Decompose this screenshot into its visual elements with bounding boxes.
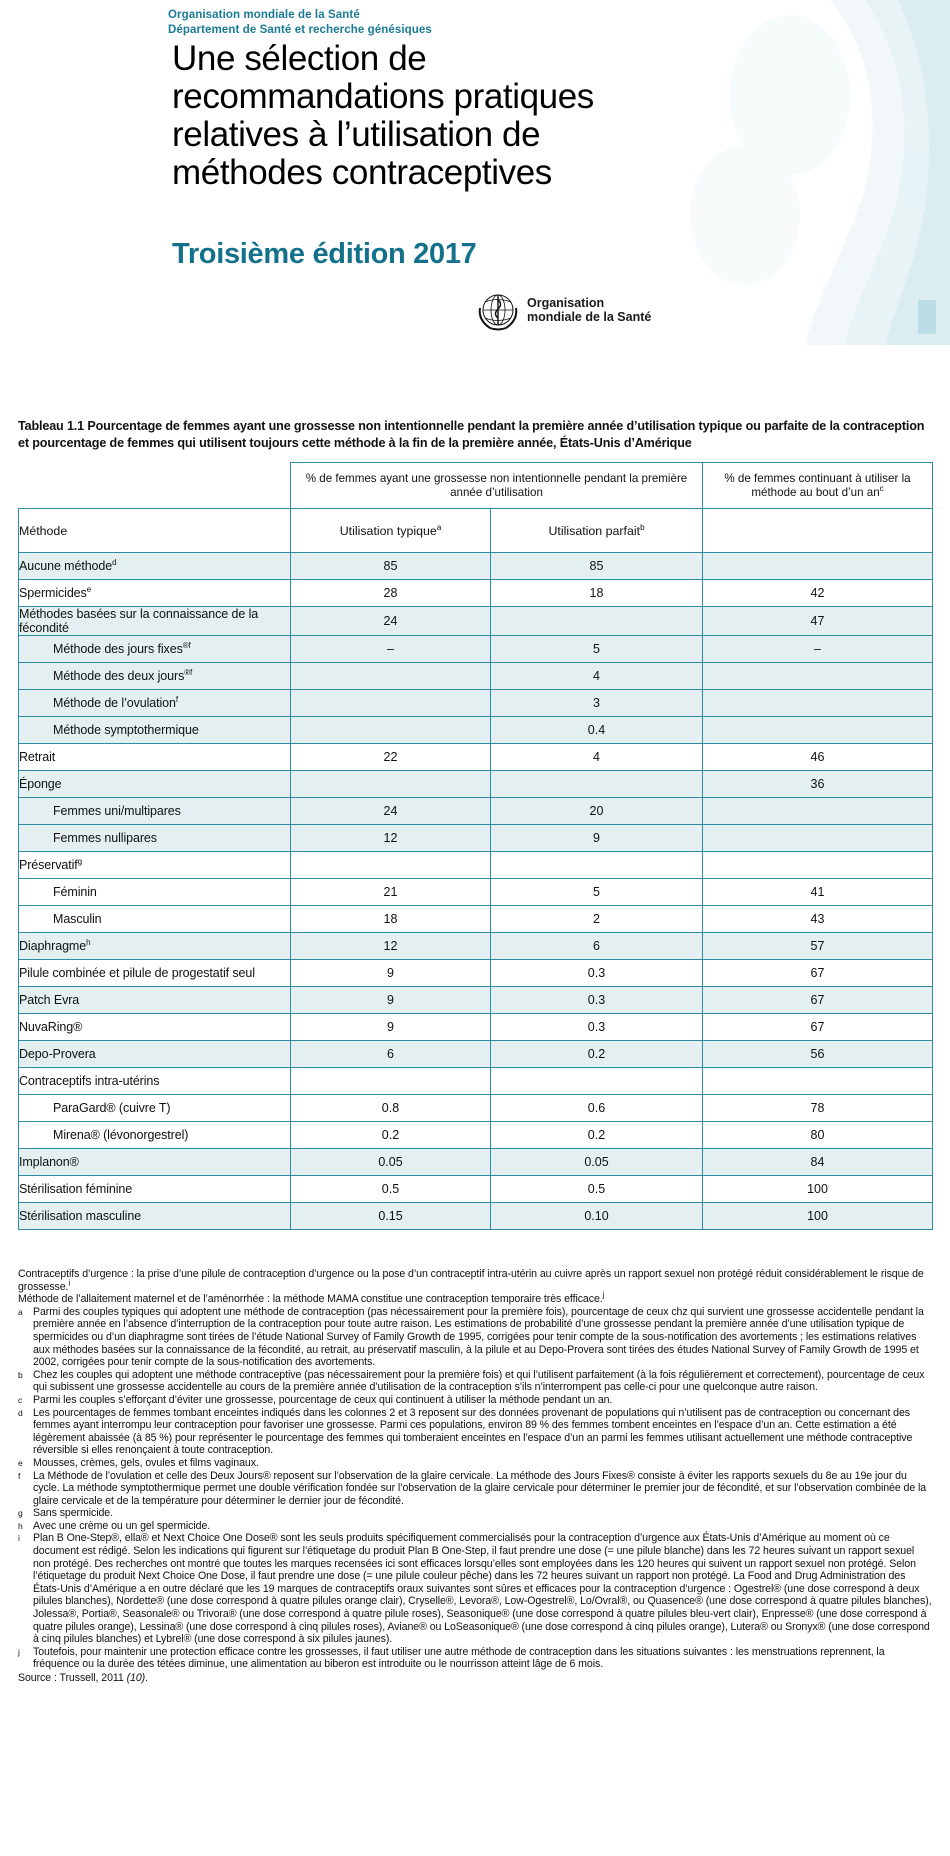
table-row bbox=[19, 879, 933, 906]
cell-perfect-use: 6 bbox=[491, 933, 703, 960]
cell-method-superscript: ®f bbox=[182, 640, 191, 650]
cell-method-label: Femmes nullipares bbox=[53, 831, 157, 845]
cell-method bbox=[19, 663, 291, 690]
page-title: Une sélection de recommandations pratiques relatives à l’utilisation de méthodes contraceptives bbox=[172, 39, 594, 192]
cell-typical-use: 22 bbox=[291, 744, 491, 771]
table-header-row-columns bbox=[19, 509, 933, 553]
cell-perfect-use: 0.2 bbox=[491, 1122, 703, 1149]
cell-continuing-use bbox=[703, 1068, 933, 1095]
footnote-marker: a bbox=[18, 1306, 23, 1317]
table-row bbox=[19, 1068, 933, 1095]
cell-continuing-use: 56 bbox=[703, 1041, 933, 1068]
cell-continuing-use bbox=[703, 798, 933, 825]
table-row bbox=[19, 690, 933, 717]
cell-method bbox=[19, 744, 291, 771]
table-row bbox=[19, 663, 933, 690]
table-caption: Tableau 1.1 Pourcentage de femmes ayant une grossesse non intentionnelle pendant la première année d’utilisation typique ou parfaite de la contraception et pourcentage de femmes qui utilisent toujours cette méthode à la fin de la première année, États-Unis d’Amérique bbox=[18, 419, 925, 450]
footnote-item bbox=[18, 1306, 932, 1369]
source-period: . bbox=[145, 1672, 149, 1684]
cell-typical-use bbox=[291, 717, 491, 744]
cell-typical-use: 12 bbox=[291, 933, 491, 960]
cell-method bbox=[19, 1203, 291, 1230]
cell-continuing-use bbox=[703, 825, 933, 852]
cell-method bbox=[19, 607, 291, 636]
footnote-text: La Méthode de l’ovulation et celle des Deux Jours® reposent sur l’observation de la glaire cervicale. La méthode des Jours Fixes® consiste à éviter les rapports sexuels du 8e au 19e jour du cycle. La méthode symptothermique permet une double vérification fondée sur l’observation de la glaire cervicale pour déterminer le premier jour de fécondité, et sur l’observation combinée de la glaire cervicale et de la température pour déterminer le dernier jour de fécondité. bbox=[33, 1469, 927, 1507]
cell-method-label: Diaphragme bbox=[19, 939, 87, 953]
who-logo-text bbox=[527, 296, 651, 324]
cell-method-label: Méthode des deux jours bbox=[53, 669, 185, 683]
cell-perfect-use bbox=[491, 607, 703, 636]
table-row bbox=[19, 906, 933, 933]
cell-typical-use bbox=[291, 690, 491, 717]
cell-continuing-use: 100 bbox=[703, 1203, 933, 1230]
cell-typical-use: 24 bbox=[291, 607, 491, 636]
cell-typical-use: 85 bbox=[291, 553, 491, 580]
table-row bbox=[19, 1176, 933, 1203]
footnote-intro-2-text: Méthode de l’allaitement maternel et de l’aménorrhée : la méthode MAMA constitue une contraception temporaire très efficace. bbox=[18, 1293, 603, 1306]
cell-continuing-use: 67 bbox=[703, 960, 933, 987]
cell-typical-use bbox=[291, 1068, 491, 1095]
cell-method bbox=[19, 852, 291, 879]
cell-perfect-use: 0.5 bbox=[491, 1176, 703, 1203]
header-group-continuing-text: % de femmes continuant à utiliser la méthode au bout d’un an bbox=[724, 471, 911, 499]
contraceptive-effectiveness-table bbox=[18, 462, 933, 1230]
table-header-row-groups bbox=[19, 463, 933, 509]
cell-perfect-use bbox=[491, 1068, 703, 1095]
footnote-text: Plan B One-Step®, ella® et Next Choice One Dose® sont les seuls produits spécifiquement commercialisés pour la contraception d’urgence aux États-Unis d’Amérique au moment où ce document est rédigé. Selon les indications qui figurent sur l’étiquetage du produit Plan B One-Step, il faut prendre une dose (= une pilule blanche) dans les 72 heures suivant un rapport sexuel non protégé. Des recherches ont montré que toutes les marques recensées ici sont efficaces lorsqu’elles sont employées dans les 120 heures qui suivent un rapport sexuel non protégé. Selon l’étiquetage du produit Next Choice One Dose, il faut prendre une dose (= une pilule couleur pêche) dans les 72 heures suivant un rapport non protégé. La Food and Drug Administration des États-Unis d’Amérique a en outre déclaré que les 19 marques de contraceptifs oraux suivantes sont sûres et efficaces pour la contraception d’urgence : Ogestrel® (une dose correspond à deux pilules blanches), Nordette® (une dose correspond à quatre pilules orange clair), Cryselle®, Levora®, Low-Ogestrel®, Lo/Ovral®, ou Quasence® (une dose correspond à quatre pilules blanches), Jolessa®, Portia®, Seasonale® ou Trivora® (une dose correspond à quatre pilule roses), Seasonique® (une dose correspond à quatre pilules bleu-vert clair), Enpresse® (une dose correspond à quatre pilules orange), Lessina® (une dose correspond à cinq pilules roses), Aviane® ou LoSeasonique® (une dose correspond à cinq pilules orange), Lutera® ou Sronyx® (une dose correspond à cinq pilules blanches) et Lybrel® (une dose correspond à six pilules jaunes). bbox=[33, 1532, 932, 1646]
cell-method bbox=[19, 1068, 291, 1095]
cell-continuing-use: 84 bbox=[703, 1149, 933, 1176]
footnote-text: Chez les couples qui adoptent une méthode contraceptive (pas nécessairement pour la première fois) et qui l’utilisent parfaitement (à la fois régulièrement et correctement), pourcentage de ceux qui subissent une grossesse accidentelle au cours de la première année d’utilisation de la contraception s’ils n’interrompent pas celle-ci pour une quelconque autre raison. bbox=[33, 1368, 925, 1394]
cell-method bbox=[19, 933, 291, 960]
cell-continuing-use: 36 bbox=[703, 771, 933, 798]
footnote-list bbox=[18, 1306, 932, 1671]
cell-method bbox=[19, 1176, 291, 1203]
cell-method bbox=[19, 553, 291, 580]
cell-typical-use: 0.05 bbox=[291, 1149, 491, 1176]
cell-continuing-use bbox=[703, 690, 933, 717]
cell-method-label: Implanon® bbox=[19, 1155, 79, 1169]
footnote-item bbox=[18, 1646, 932, 1671]
cell-method-label: Méthode de l’ovulation bbox=[53, 696, 176, 710]
table-row bbox=[19, 1203, 933, 1230]
cell-method bbox=[19, 1095, 291, 1122]
footnote-item bbox=[18, 1507, 932, 1520]
footnote-marker: d bbox=[18, 1407, 23, 1418]
table-row bbox=[19, 798, 933, 825]
cell-method bbox=[19, 1041, 291, 1068]
header-col-typical-text: Utilisation typique bbox=[339, 523, 437, 538]
cell-method-label: Depo-Provera bbox=[19, 1047, 96, 1061]
cell-method bbox=[19, 798, 291, 825]
who-logo-line-1: Organisation bbox=[527, 296, 605, 310]
cell-method-label: Éponge bbox=[19, 777, 62, 791]
cell-perfect-use: 0.6 bbox=[491, 1095, 703, 1122]
footnote-intro-2-sup: j bbox=[602, 1290, 605, 1300]
table-row bbox=[19, 1122, 933, 1149]
cell-perfect-use: 4 bbox=[491, 663, 703, 690]
cell-method-superscript: g bbox=[77, 856, 83, 866]
cell-continuing-use bbox=[703, 553, 933, 580]
cell-continuing-use: – bbox=[703, 636, 933, 663]
cell-method-label: Retrait bbox=[19, 750, 56, 764]
footnote-marker: e bbox=[18, 1457, 23, 1468]
source-line bbox=[18, 1672, 932, 1685]
cell-method-label: Patch Evra bbox=[19, 993, 80, 1007]
header-group-pregnancy: % de femmes ayant une grossesse non intentionnelle pendant la première année d’utilisation bbox=[291, 463, 703, 509]
cell-typical-use: 0.5 bbox=[291, 1176, 491, 1203]
cell-method-superscript: ®f bbox=[184, 667, 193, 677]
cell-typical-use: 9 bbox=[291, 1014, 491, 1041]
cell-perfect-use: 0.3 bbox=[491, 987, 703, 1014]
cell-method-superscript: h bbox=[86, 937, 91, 947]
cell-continuing-use: 100 bbox=[703, 1176, 933, 1203]
cell-method-superscript: d bbox=[112, 557, 117, 567]
cell-perfect-use bbox=[491, 771, 703, 798]
footnote-text: Parmi les couples s’efforçant d’éviter une grossesse, pourcentage de ceux qui continuent à utiliser la méthode pendant un an. bbox=[33, 1393, 613, 1406]
footnote-item bbox=[18, 1532, 932, 1645]
cell-perfect-use: 0.4 bbox=[491, 717, 703, 744]
header-col-continuing-blank bbox=[703, 509, 933, 553]
cell-typical-use bbox=[291, 771, 491, 798]
who-logo bbox=[476, 288, 651, 332]
cell-perfect-use: 2 bbox=[491, 906, 703, 933]
cell-continuing-use: 46 bbox=[703, 744, 933, 771]
table-body bbox=[19, 553, 933, 1230]
table-row bbox=[19, 1041, 933, 1068]
table-row bbox=[19, 553, 933, 580]
footnote-marker: b bbox=[18, 1369, 23, 1380]
cell-perfect-use: 9 bbox=[491, 825, 703, 852]
cell-method-label: Méthode des jours fixes bbox=[53, 642, 183, 656]
cell-perfect-use: 0.2 bbox=[491, 1041, 703, 1068]
cell-method-label: Préservatif bbox=[19, 858, 78, 872]
cell-typical-use: 0.2 bbox=[291, 1122, 491, 1149]
cell-perfect-use: 85 bbox=[491, 553, 703, 580]
cell-method bbox=[19, 636, 291, 663]
cell-method-label: ParaGard® (cuivre T) bbox=[53, 1101, 171, 1115]
cell-typical-use: 9 bbox=[291, 987, 491, 1014]
cell-perfect-use: 0.3 bbox=[491, 960, 703, 987]
cell-method-superscript: e bbox=[86, 584, 92, 594]
footnote-marker: h bbox=[18, 1520, 23, 1531]
cell-typical-use: 12 bbox=[291, 825, 491, 852]
cell-continuing-use: 80 bbox=[703, 1122, 933, 1149]
table-row bbox=[19, 744, 933, 771]
table-row bbox=[19, 987, 933, 1014]
cell-perfect-use: 3 bbox=[491, 690, 703, 717]
cell-perfect-use: 0.10 bbox=[491, 1203, 703, 1230]
decorative-swirl-graphic bbox=[650, 0, 950, 345]
footnote-text: Toutefois, pour maintenir une protection efficace contre les grossesses, il faut utiliser une autre méthode de contraception dans les situations suivantes : les menstruations reprennent, la fréquence ou la durée des tétées diminue, une alimentation au biberon est introduite ou le nourrisson atteint lâge de 6 mois. bbox=[33, 1645, 885, 1671]
footnote-item bbox=[18, 1520, 932, 1533]
footnote-text: Sans spermicide. bbox=[33, 1507, 113, 1520]
table-row bbox=[19, 1095, 933, 1122]
header-col-perfect-sup: b bbox=[640, 522, 645, 532]
cell-perfect-use: 18 bbox=[491, 580, 703, 607]
cell-perfect-use: 0.3 bbox=[491, 1014, 703, 1041]
header-col-typical-sup: a bbox=[436, 522, 442, 532]
cell-method-label: Stérilisation féminine bbox=[19, 1182, 133, 1196]
cell-typical-use: 0.8 bbox=[291, 1095, 491, 1122]
cell-method-label: Méthodes basées sur la connaissance de la fécondité bbox=[19, 607, 259, 635]
cell-continuing-use: 47 bbox=[703, 607, 933, 636]
cell-method-label: Pilule combinée et pilule de progestatif seul bbox=[19, 966, 255, 980]
footnote-marker: f bbox=[18, 1470, 21, 1481]
cell-continuing-use: 67 bbox=[703, 1014, 933, 1041]
footnote-marker: j bbox=[18, 1646, 20, 1657]
header-group-continuing-sup: c bbox=[879, 483, 884, 493]
cell-continuing-use bbox=[703, 663, 933, 690]
footnote-item bbox=[18, 1394, 932, 1407]
cell-method bbox=[19, 879, 291, 906]
table-container bbox=[18, 462, 932, 1230]
cell-perfect-use bbox=[491, 852, 703, 879]
cell-method bbox=[19, 960, 291, 987]
table-row bbox=[19, 960, 933, 987]
cover-banner bbox=[0, 0, 950, 345]
footnote-marker: g bbox=[18, 1508, 23, 1519]
cell-method bbox=[19, 1122, 291, 1149]
cell-continuing-use: 43 bbox=[703, 906, 933, 933]
cell-typical-use: 18 bbox=[291, 906, 491, 933]
table-row bbox=[19, 717, 933, 744]
footnote-intro-2 bbox=[18, 1290, 932, 1306]
footnote-item bbox=[18, 1407, 932, 1457]
cell-perfect-use: 20 bbox=[491, 798, 703, 825]
source-reference: (10) bbox=[126, 1672, 146, 1684]
footnote-intro-1-sup: i bbox=[68, 1278, 71, 1288]
cell-continuing-use: 67 bbox=[703, 987, 933, 1014]
header-col-perfect-text: Utilisation parfait bbox=[548, 523, 641, 538]
footnote-marker: c bbox=[18, 1394, 23, 1405]
table-row bbox=[19, 771, 933, 798]
cell-method-label: Méthode symptothermique bbox=[53, 723, 199, 737]
cell-perfect-use: 5 bbox=[491, 879, 703, 906]
header-col-perfect bbox=[491, 509, 703, 553]
cell-method-label: Contraceptifs intra-utérins bbox=[19, 1074, 160, 1088]
edition-subtitle: Troisième édition 2017 bbox=[172, 238, 477, 270]
table-row bbox=[19, 852, 933, 879]
header-col-method: Méthode bbox=[19, 509, 291, 553]
header-corner-blank bbox=[19, 463, 291, 509]
cell-method bbox=[19, 825, 291, 852]
cell-method-label: Stérilisation masculine bbox=[19, 1209, 142, 1223]
cell-perfect-use: 4 bbox=[491, 744, 703, 771]
footnote-intro-1 bbox=[18, 1268, 932, 1293]
cell-continuing-use bbox=[703, 852, 933, 879]
cell-method-label: Spermicides bbox=[19, 586, 87, 600]
footnote-intro-1-text: Contraceptifs d’urgence : la prise d’une pilule de contraception d’urgence ou la pose d’un contraceptif intra-utérin au cuivre après un rapport sexuel non protégé réduit considérablement le risque de grossesse. bbox=[18, 1268, 924, 1293]
footnote-item bbox=[18, 1457, 932, 1470]
table-row bbox=[19, 1014, 933, 1041]
cell-typical-use bbox=[291, 663, 491, 690]
table-row bbox=[19, 933, 933, 960]
header-col-typical bbox=[291, 509, 491, 553]
who-emblem-icon bbox=[476, 288, 520, 332]
cell-typical-use: 28 bbox=[291, 580, 491, 607]
cell-continuing-use: 57 bbox=[703, 933, 933, 960]
who-logo-line-2: mondiale de la Santé bbox=[527, 310, 652, 324]
cell-method bbox=[19, 690, 291, 717]
cell-typical-use: 9 bbox=[291, 960, 491, 987]
cell-method-label: NuvaRing® bbox=[19, 1020, 83, 1034]
org-line-1: Organisation mondiale de la Santé bbox=[168, 9, 360, 21]
cell-continuing-use bbox=[703, 717, 933, 744]
footnotes-section bbox=[18, 1268, 932, 1685]
table-header bbox=[19, 463, 933, 553]
cell-typical-use: 6 bbox=[291, 1041, 491, 1068]
cell-method bbox=[19, 1014, 291, 1041]
cell-typical-use: 21 bbox=[291, 879, 491, 906]
cell-perfect-use: 5 bbox=[491, 636, 703, 663]
table-row bbox=[19, 825, 933, 852]
cell-method-label: Masculin bbox=[53, 912, 102, 926]
cell-typical-use: 0.15 bbox=[291, 1203, 491, 1230]
footnote-text: Les pourcentages de femmes tombant enceintes indiqués dans les colonnes 2 et 3 reposent sur des données provenant de populations qui n’utilisent pas de contraception ou concernant des femmes ayant interrompu leur contraception pour favoriser une grossesse. Parmi ces populations, environ 89 % des femmes tombent enceintes en l’espace d’un an. Cette estimation a été légèrement abaissée (à 85 %) pour représenter le pourcentage des femmes qui tomberaient enceintes en l’espace d’un an parmi les femmes utilisant actuellement une méthode contraceptive réversible si elles renonçaient à toute contraception. bbox=[33, 1406, 913, 1457]
table-row bbox=[19, 580, 933, 607]
cell-continuing-use: 78 bbox=[703, 1095, 933, 1122]
cell-method-label: Aucune méthode bbox=[19, 559, 113, 573]
footnote-text: Mousses, crèmes, gels, ovules et films vaginaux. bbox=[33, 1456, 259, 1469]
cell-method-label: Féminin bbox=[53, 885, 97, 899]
cell-typical-use bbox=[291, 852, 491, 879]
cell-continuing-use: 42 bbox=[703, 580, 933, 607]
cell-method bbox=[19, 987, 291, 1014]
table-row bbox=[19, 607, 933, 636]
cell-method bbox=[19, 717, 291, 744]
cell-typical-use: – bbox=[291, 636, 491, 663]
table-row bbox=[19, 1149, 933, 1176]
cell-method-label: Mirena® (lévonorgestrel) bbox=[53, 1128, 189, 1142]
organization-lines bbox=[168, 8, 432, 38]
footnote-marker: i bbox=[18, 1533, 20, 1544]
footnote-text: Avec une crème ou un gel spermicide. bbox=[33, 1519, 211, 1532]
org-line-2: Département de Santé et recherche génésiques bbox=[168, 24, 432, 36]
cell-continuing-use: 41 bbox=[703, 879, 933, 906]
source-label: Source : Trussell, 2011 bbox=[18, 1672, 124, 1684]
cell-method-superscript: f bbox=[175, 694, 179, 704]
footnote-item bbox=[18, 1470, 932, 1508]
table-row bbox=[19, 636, 933, 663]
cell-method bbox=[19, 1149, 291, 1176]
header-group-continuing bbox=[703, 463, 933, 509]
cell-method bbox=[19, 771, 291, 798]
cell-method bbox=[19, 580, 291, 607]
cell-method-label: Femmes uni/multipares bbox=[53, 804, 181, 818]
cell-method bbox=[19, 906, 291, 933]
footnote-text: Parmi des couples typiques qui adoptent une méthode de contraception (pas nécessairement pour la première fois), pourcentage de ceux chz qui survient une grossesse accidentelle pendant la première année en l’absence d’interruption de la contraception pour toute autre raison. Les estimations de probabilité d’une grossesse pendant la première année d’une utilisation typique de spermicides ou d’un diaphragme sont tirées de l’étude National Survey of Family Growth de 1995, corrigées pour tenir compte de la sous-notification des avortements ; les estimations relatives aux méthodes basées sur la connaissance de la fécondité, au retrait, au préservatif masculin, à la pilule et au Depo-Provera sont tirées des études National Survey of Family Growth de 1995 et 2002, corrigées pour tenir compte de la sous-notification des avortements. bbox=[33, 1305, 924, 1369]
cell-typical-use: 24 bbox=[291, 798, 491, 825]
cell-perfect-use: 0.05 bbox=[491, 1149, 703, 1176]
footnote-item bbox=[18, 1369, 932, 1394]
